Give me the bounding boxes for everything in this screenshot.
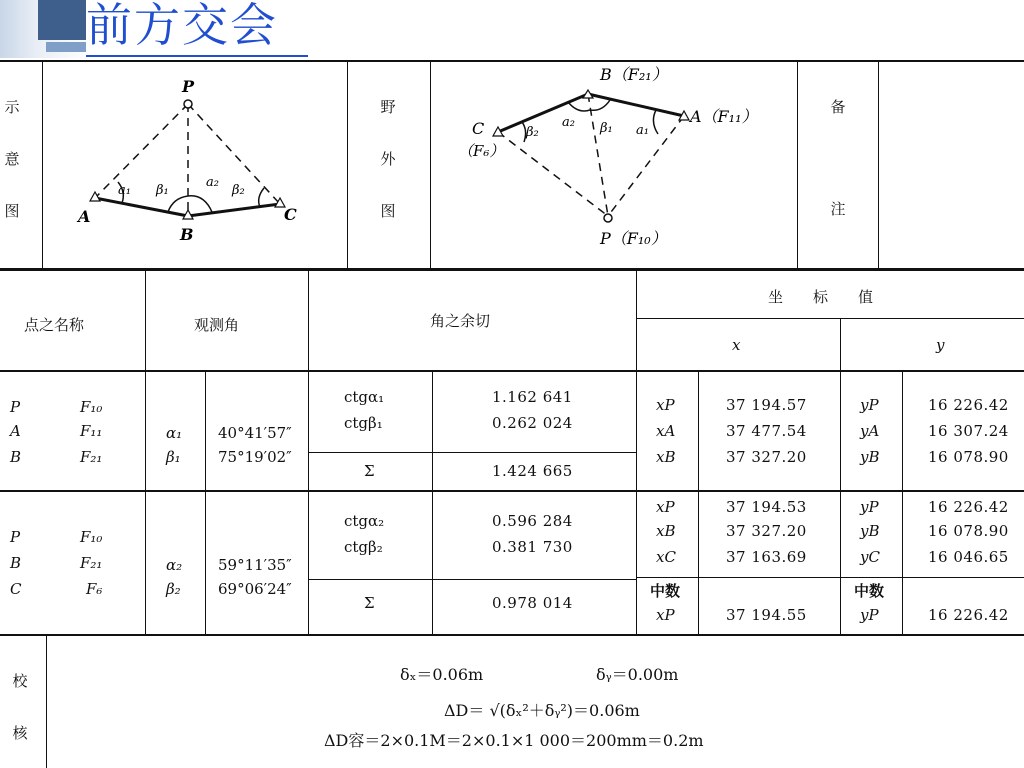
point-name: B (10, 448, 22, 466)
sum-label: Σ (364, 462, 375, 480)
x-name: xB (656, 448, 676, 466)
row-divider (0, 370, 1024, 372)
ctg-name: ctgα₁ (344, 388, 385, 406)
label-char: 图 (380, 202, 396, 220)
y-value: 16 078.90 (928, 522, 1009, 540)
top-border (0, 60, 1024, 62)
point-code: F₆ (86, 580, 103, 598)
col-divider (840, 318, 841, 636)
angle-value: 59°11′35″ (218, 556, 292, 574)
row-divider (636, 577, 1024, 578)
sum-value: 0.978 014 (492, 594, 573, 612)
point-name: A (10, 422, 21, 440)
x-name: xB (656, 522, 676, 540)
point-code: F₁₀ (80, 398, 103, 416)
angle-label: β₂ (526, 125, 539, 140)
y-name: yP (860, 396, 879, 414)
y-name: yC (860, 548, 880, 566)
x-name: xC (656, 548, 676, 566)
col-divider (636, 270, 637, 636)
col-divider (432, 372, 433, 636)
x-value: 37 327.20 (726, 448, 807, 466)
sum-value: 1.424 665 (492, 462, 573, 480)
angle-name: β₂ (166, 580, 181, 598)
col-divider (698, 372, 699, 636)
angle-name: α₁ (166, 424, 183, 442)
slide-decoration-bar-2 (46, 42, 86, 52)
schematic-diagram (60, 70, 330, 260)
label-char: 意 (4, 150, 20, 168)
label-char: 备 (830, 98, 846, 116)
ctg-value: 1.162 641 (492, 388, 573, 406)
mean-x-value: 37 194.55 (726, 606, 807, 624)
x-value: 37 194.57 (726, 396, 807, 414)
col-divider (145, 270, 146, 636)
table-top-border (0, 270, 1024, 271)
header-name: 点之名称 (24, 316, 85, 334)
point-label: C (472, 119, 485, 138)
label-char: 校 (12, 672, 28, 690)
row-divider (636, 318, 1024, 319)
slide-decoration-bar (38, 0, 86, 40)
x-name: xP (656, 396, 675, 414)
point-code: F₁₁ (80, 422, 103, 440)
point-label: （F₆） (458, 142, 505, 160)
check-line-1a: δₓ＝0.06m (400, 665, 484, 684)
col-divider (902, 372, 903, 636)
y-name: yB (860, 448, 880, 466)
label-char: 核 (12, 724, 28, 742)
ctg-name: ctgβ₁ (344, 414, 383, 432)
row-divider (0, 490, 1024, 492)
col-divider (46, 636, 47, 768)
divider (42, 60, 43, 270)
ctg-name: ctgα₂ (344, 512, 385, 530)
label-char: 外 (380, 150, 396, 168)
check-line-1b: δᵧ＝0.00m (596, 665, 679, 684)
row-divider (308, 452, 636, 453)
label-char: 图 (4, 202, 20, 220)
divider (347, 60, 348, 270)
check-line-2: ΔD＝ √(δₓ²＋δᵧ²)＝0.06m (444, 701, 640, 720)
point-label: C (284, 205, 297, 224)
header-ctg: 角之余切 (430, 312, 491, 330)
angle-value: 40°41′57″ (218, 424, 292, 442)
ctg-value: 0.262 024 (492, 414, 573, 432)
col-divider (308, 270, 309, 636)
header-coords: 坐 标 值 (768, 288, 874, 306)
header-y: y (936, 336, 945, 354)
y-name: yA (860, 422, 880, 440)
x-value: 37 327.20 (726, 522, 807, 540)
point-label: A（F₁₁） (690, 107, 758, 126)
ctg-value: 0.381 730 (492, 538, 573, 556)
y-value: 16 226.42 (928, 396, 1009, 414)
x-value: 37 163.69 (726, 548, 807, 566)
y-name: yP (860, 498, 879, 516)
x-name: xA (656, 422, 676, 440)
point-label: B (180, 225, 194, 244)
angle-name: α₂ (166, 556, 183, 574)
title-underline (86, 55, 308, 57)
x-name: xP (656, 498, 675, 516)
angle-value: 69°06′24″ (218, 580, 292, 598)
angle-label: β₁ (156, 183, 169, 198)
point-name: B (10, 554, 22, 572)
x-value: 37 477.54 (726, 422, 807, 440)
point-label: P（F₁₀） (600, 229, 667, 248)
point-label: P (182, 77, 195, 96)
mean-label-x: 中数 (650, 582, 681, 600)
mean-x-name: xP (656, 606, 675, 624)
sum-label: Σ (364, 594, 375, 612)
mean-y-name: yP (860, 606, 879, 624)
angle-label: β₂ (232, 183, 245, 198)
divider (797, 60, 798, 270)
angle-label: a₁ (636, 123, 649, 138)
mean-y-value: 16 226.42 (928, 606, 1009, 624)
y-value: 16 226.42 (928, 498, 1009, 516)
ctg-value: 0.596 284 (492, 512, 573, 530)
y-name: yB (860, 522, 880, 540)
y-value: 16 078.90 (928, 448, 1009, 466)
point-name: P (10, 398, 21, 416)
point-name: C (10, 580, 22, 598)
angle-label: β₁ (600, 121, 613, 136)
divider (430, 60, 431, 270)
x-value: 37 194.53 (726, 498, 807, 516)
field-diagram (450, 64, 790, 264)
ctg-name: ctgβ₂ (344, 538, 383, 556)
point-label: B（F₂₁） (600, 65, 668, 84)
point-code: F₂₁ (80, 448, 103, 466)
angle-label: a₁ (118, 183, 131, 198)
row-divider (308, 579, 636, 580)
mean-label-y: 中数 (854, 582, 885, 600)
divider (878, 60, 879, 270)
angle-name: β₁ (166, 448, 181, 466)
point-code: F₁₀ (80, 528, 103, 546)
angle-label: a₂ (206, 175, 219, 190)
point-name: P (10, 528, 21, 546)
header-angle: 观测角 (194, 316, 240, 334)
col-divider (205, 372, 206, 636)
slide-title: 前方交会 (86, 0, 278, 52)
y-value: 16 046.65 (928, 548, 1009, 566)
header-x: x (732, 336, 741, 354)
point-code: F₂₁ (80, 554, 103, 572)
point-label: A (78, 207, 91, 226)
label-char: 示 (4, 98, 20, 116)
angle-label: a₂ (562, 115, 575, 130)
row-divider (0, 634, 1024, 636)
label-char: 野 (380, 98, 396, 116)
check-line-3: ΔD容＝2×0.1M＝2×0.1×1 000＝200mm＝0.2m (324, 731, 704, 750)
label-char: 注 (830, 200, 846, 218)
y-value: 16 307.24 (928, 422, 1009, 440)
angle-value: 75°19′02″ (218, 448, 292, 466)
